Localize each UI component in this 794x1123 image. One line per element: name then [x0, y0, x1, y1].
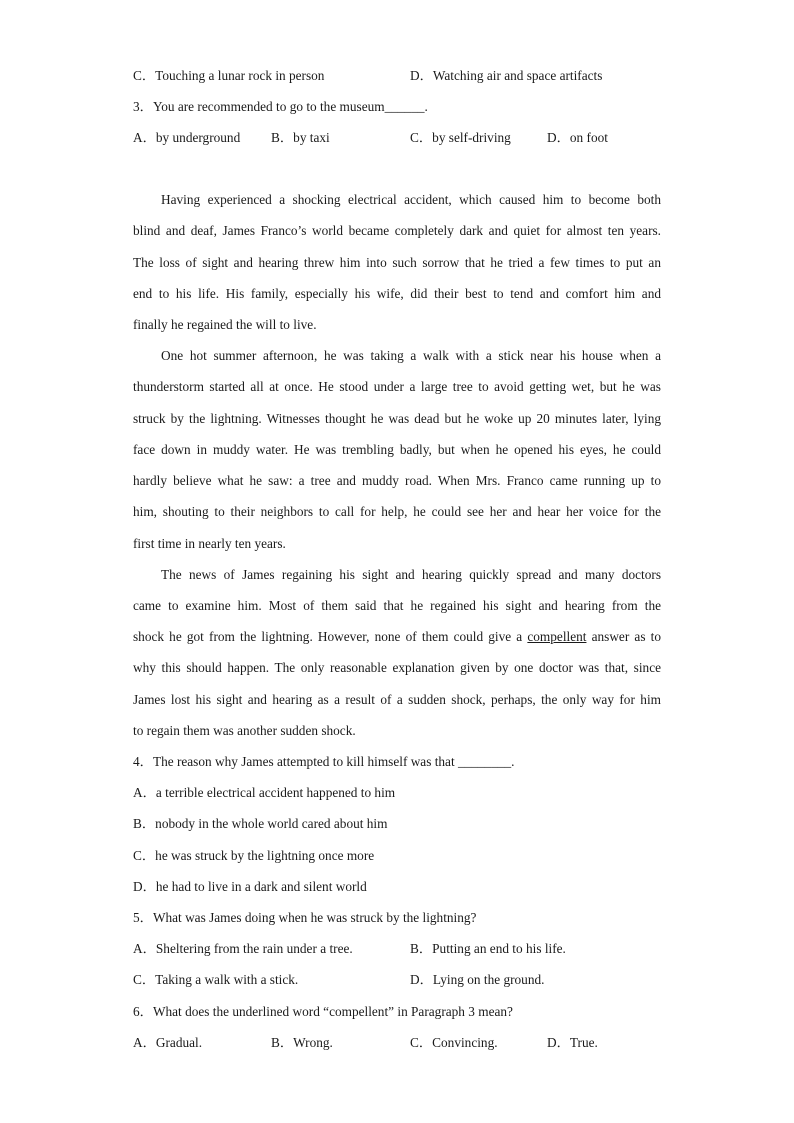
paragraph-line: to regain them was another sudden shock. — [133, 723, 356, 738]
q3-option-d: D．on foot — [547, 130, 608, 145]
q6-stem: 6．What does the underlined word “compellent” in Paragraph 3 mean? — [133, 1004, 513, 1019]
paragraph-line: him, shouting to their neighbors to call for help, he could see her and hear her voice for the — [133, 504, 661, 519]
paragraph-line: face down in muddy water. He was trembling badly, but when he opened his eyes, he could — [133, 442, 661, 457]
paragraph-line: Having experienced a shocking electrical accident, which caused him to become both — [161, 192, 661, 207]
paragraph-line: end to his life. His family, especially his wife, did their best to tend and comfort him and — [133, 286, 661, 301]
q2-option-c: C．Touching a lunar rock in person — [133, 68, 325, 83]
q3-stem: 3．You are recommended to go to the museum______. — [133, 99, 428, 114]
q3-option-b: B．by taxi — [271, 130, 330, 145]
q5-stem: 5．What was James doing when he was struck by the lightning? — [133, 910, 477, 925]
q4-option-d: D．he had to live in a dark and silent world — [133, 879, 367, 894]
paragraph-line: hardly believe what he saw: a tree and muddy road. When Mrs. Franco came running up to — [133, 473, 661, 488]
q6-option-d: D．True. — [547, 1035, 598, 1050]
paragraph-line: James lost his sight and hearing as a result of a sudden shock, perhaps, the only way for him — [133, 692, 661, 707]
paragraph-line: blind and deaf, James Franco’s world became completely dark and quiet for almost ten years. — [133, 223, 661, 238]
underlined-word-compellent: compellent — [527, 629, 587, 644]
q6-option-a: A．Gradual. — [133, 1035, 203, 1050]
paragraph-line: The loss of sight and hearing threw him into such sorrow that he tried a few times to put an — [133, 255, 661, 270]
q4-option-b: B．nobody in the whole world cared about him — [133, 816, 388, 831]
q4-option-a: A．a terrible electrical accident happened to him — [133, 785, 396, 800]
paragraph-text: answer as to — [586, 629, 661, 644]
paragraph-line: thunderstorm started all at once. He stood under a large tree to avoid getting wet, but he was — [133, 379, 661, 394]
paragraph-line: The news of James regaining his sight and hearing quickly spread and many doctors — [161, 567, 661, 582]
paragraph-line: first time in nearly ten years. — [133, 536, 286, 551]
paragraph-line — [133, 628, 661, 646]
q6-option-c: C．Convincing. — [410, 1035, 498, 1050]
q4-stem: 4．The reason why James attempted to kill himself was that ________. — [133, 754, 515, 769]
q2-option-d: D．Watching air and space artifacts — [410, 68, 603, 83]
paragraph-text: shock he got from the lightning. However, none of them could give a — [133, 629, 528, 644]
q6-option-b: B．Wrong. — [271, 1035, 333, 1050]
paragraph-line: struck by the lightning. Witnesses thought he was dead but he woke up 20 minutes later, lying — [133, 411, 661, 426]
paragraph-line: why this should happen. The only reasonable explanation given by one doctor was that, since — [133, 660, 661, 675]
q3-option-c: C．by self-driving — [410, 130, 511, 145]
paragraph-line: finally he regained the will to live. — [133, 317, 317, 332]
paragraph-line: One hot summer afternoon, he was taking a walk with a stick near his house when a — [161, 348, 661, 363]
q5-option-a: A．Sheltering from the rain under a tree. — [133, 941, 353, 956]
paragraph-line: came to examine him. Most of them said that he regained his sight and hearing from the — [133, 598, 661, 613]
q5-option-d: D．Lying on the ground. — [410, 972, 545, 987]
q3-option-a: A．by underground — [133, 130, 241, 145]
q5-option-b: B．Putting an end to his life. — [410, 941, 566, 956]
q4-option-c: C．he was struck by the lightning once more — [133, 848, 375, 863]
q5-option-c: C．Taking a walk with a stick. — [133, 972, 299, 987]
